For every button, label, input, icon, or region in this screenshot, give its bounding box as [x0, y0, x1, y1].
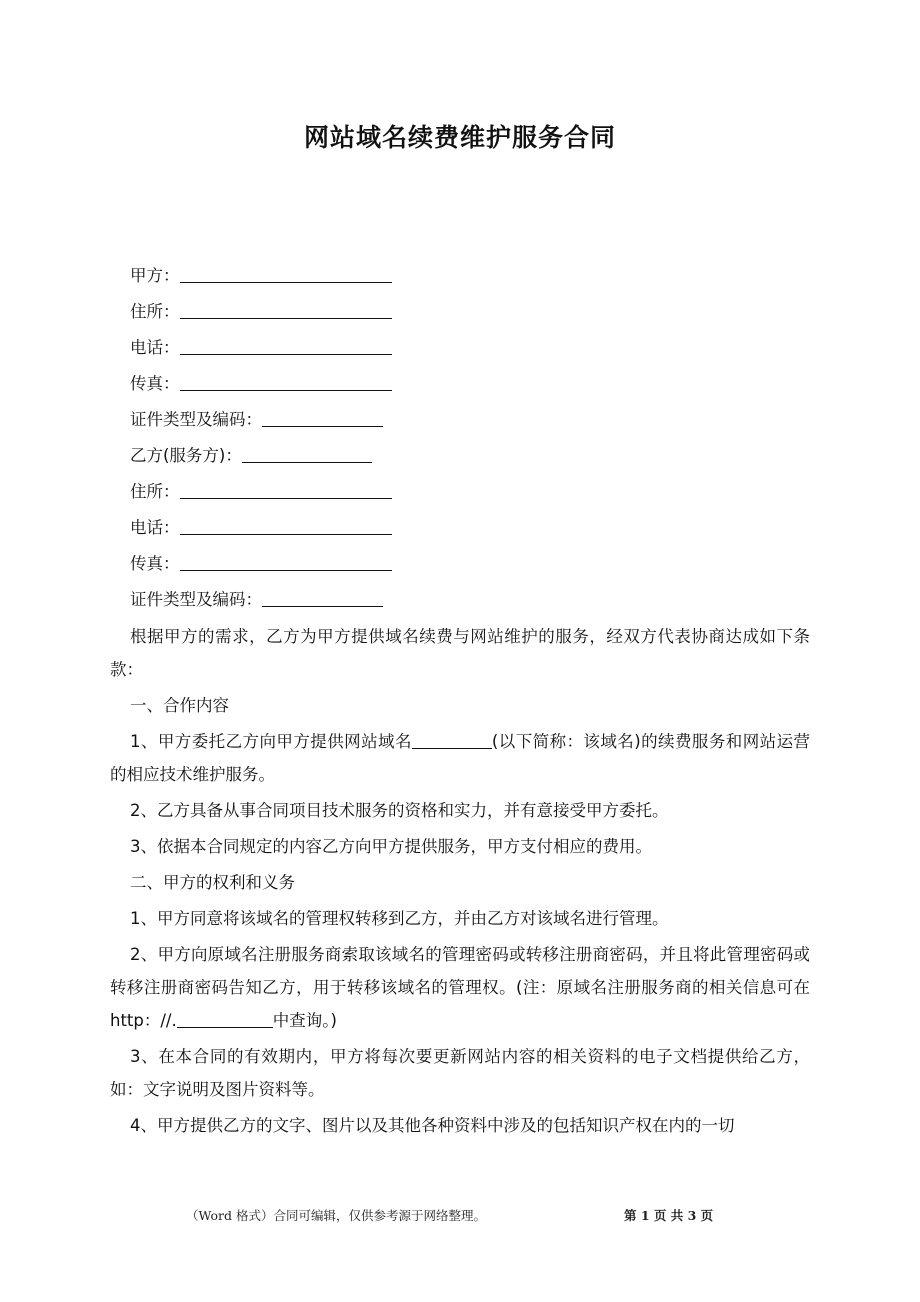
- party-info-fields: [130, 258, 392, 618]
- field-party-a-address: [130, 294, 392, 330]
- field-label: 乙方(服务方)：: [130, 446, 242, 465]
- field-party-a-phone: [130, 330, 392, 366]
- section-heading-party-a-rights: 二、甲方的权利和义务: [130, 873, 295, 892]
- clause-text: 2、甲方向原域名注册服务商索取该域名的管理密码或转移注册商密码，并且将此管理密码或转移注册商密码告知乙方，用于转移该域名的管理权。(注：原域名注册服务商的相关信息可在http：//.: [110, 945, 810, 1030]
- field-label: 电话：: [130, 518, 180, 537]
- clause-text: 中查询。): [272, 1011, 337, 1030]
- field-label: 电话：: [130, 338, 180, 357]
- fill-blank: [242, 442, 372, 463]
- field-party-a-fax: [130, 366, 392, 402]
- footer-note: （Word 格式）合同可编辑，仅供参考源于网络整理。: [186, 1208, 486, 1223]
- clause-text: 1、甲方委托乙方向甲方提供网站域名: [130, 732, 412, 751]
- clause-text: (以下简称：该域名)的续费服务和网站运营的相应技术维护服务。: [110, 732, 811, 784]
- clause-1-3: 3、依据本合同规定的内容乙方向甲方提供服务，甲方支付相应的费用。: [130, 837, 652, 856]
- clause-2-4: 4、甲方提供乙方的文字、图片以及其他各种资料中涉及的包括知识产权在内的一切: [130, 1116, 735, 1135]
- field-label: 甲方：: [130, 266, 180, 285]
- clause-1-1: [110, 725, 810, 791]
- fill-blank: [180, 514, 392, 535]
- field-party-b-phone: [130, 510, 392, 546]
- clause-1-2: 2、乙方具备从事合同项目技术服务的资格和实力，并有意接受甲方委托。: [130, 801, 669, 820]
- fill-blank: [180, 262, 392, 283]
- fill-blank: [412, 730, 492, 749]
- intro-paragraph: 根据甲方的需求，乙方为甲方提供域名续费与网站维护的服务，经双方代表协商达成如下条款：: [110, 627, 810, 679]
- field-label: 证件类型及编码：: [130, 590, 262, 609]
- clause-2-1: 1、甲方同意将该域名的管理权转移到乙方，并由乙方对该域名进行管理。: [130, 909, 669, 928]
- field-party-b-id: [130, 582, 392, 618]
- field-party-a: [130, 258, 392, 294]
- field-label: 住所：: [130, 482, 180, 501]
- contract-body: [110, 620, 810, 1142]
- field-label: 传真：: [130, 554, 180, 573]
- field-party-b: [130, 438, 392, 474]
- fill-blank: [262, 586, 383, 607]
- fill-blank: [180, 478, 392, 499]
- fill-blank: [180, 334, 392, 355]
- fill-blank: [180, 298, 392, 319]
- fill-blank: [262, 406, 383, 427]
- field-party-b-fax: [130, 546, 392, 582]
- clause-2-2: [110, 938, 810, 1037]
- field-label: 住所：: [130, 302, 180, 321]
- field-party-b-address: [130, 474, 392, 510]
- field-label: 传真：: [130, 374, 180, 393]
- fill-blank: [177, 1009, 273, 1028]
- clause-2-3: 3、在本合同的有效期内，甲方将每次要更新网站内容的相关资料的电子文档提供给乙方，如：文字说明及图片资料等。: [110, 1047, 810, 1099]
- page-number: 第 1 页 共 3 页: [624, 1208, 714, 1223]
- section-heading-cooperation: 一、合作内容: [130, 696, 229, 715]
- field-label: 证件类型及编码：: [130, 410, 262, 429]
- fill-blank: [180, 550, 392, 571]
- fill-blank: [180, 370, 392, 391]
- field-party-a-id: [130, 402, 392, 438]
- document-title: 网站域名续费维护服务合同: [303, 123, 616, 152]
